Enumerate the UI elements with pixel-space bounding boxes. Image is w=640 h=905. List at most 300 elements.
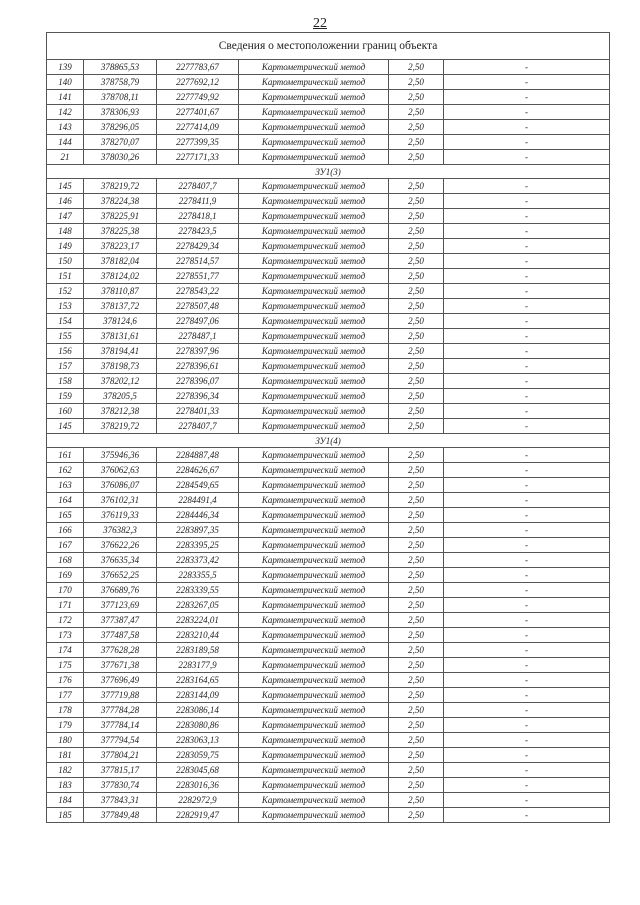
note-cell: - — [444, 284, 610, 299]
accuracy-cell: 2,50 — [389, 673, 444, 688]
accuracy-cell: 2,50 — [389, 463, 444, 478]
coordinate-y: 2277399,35 — [157, 135, 239, 150]
accuracy-cell: 2,50 — [389, 763, 444, 778]
table-row — [47, 478, 610, 493]
table-row — [47, 419, 610, 434]
note-cell: - — [444, 90, 610, 105]
accuracy-cell: 2,50 — [389, 314, 444, 329]
coordinate-y: 2283177,9 — [157, 658, 239, 673]
method-cell: Картометрический метод — [239, 718, 389, 733]
note-cell: - — [444, 269, 610, 284]
point-number: 141 — [47, 90, 84, 105]
note-cell: - — [444, 808, 610, 823]
coordinate-y: 2278396,61 — [157, 359, 239, 374]
table-row — [47, 389, 610, 404]
table-row — [47, 75, 610, 90]
point-number: 177 — [47, 688, 84, 703]
accuracy-cell: 2,50 — [389, 643, 444, 658]
table-row — [47, 658, 610, 673]
point-number: 145 — [47, 419, 84, 434]
point-number: 161 — [47, 448, 84, 463]
method-cell: Картометрический метод — [239, 419, 389, 434]
table-row — [47, 135, 610, 150]
accuracy-cell: 2,50 — [389, 658, 444, 673]
coordinate-y: 2277401,67 — [157, 105, 239, 120]
accuracy-cell: 2,50 — [389, 568, 444, 583]
method-cell: Картометрический метод — [239, 733, 389, 748]
note-cell: - — [444, 748, 610, 763]
coordinate-x: 378758,79 — [84, 75, 157, 90]
table-row — [47, 553, 610, 568]
note-cell: - — [444, 344, 610, 359]
coordinate-x: 376689,76 — [84, 583, 157, 598]
table-row — [47, 733, 610, 748]
coordinate-y: 2283373,42 — [157, 553, 239, 568]
method-cell: Картометрический метод — [239, 658, 389, 673]
method-cell: Картометрический метод — [239, 314, 389, 329]
point-number: 156 — [47, 344, 84, 359]
note-cell: - — [444, 643, 610, 658]
point-number: 166 — [47, 523, 84, 538]
note-cell: - — [444, 105, 610, 120]
table-row — [47, 763, 610, 778]
table-row — [47, 344, 610, 359]
coordinate-y: 2278429,34 — [157, 239, 239, 254]
coordinate-y: 2278507,48 — [157, 299, 239, 314]
note-cell: - — [444, 568, 610, 583]
method-cell: Картометрический метод — [239, 284, 389, 299]
coordinate-x: 377696,49 — [84, 673, 157, 688]
table-row — [47, 493, 610, 508]
point-number: 160 — [47, 404, 84, 419]
coordinate-x: 378137,72 — [84, 299, 157, 314]
point-number: 168 — [47, 553, 84, 568]
table-row — [47, 314, 610, 329]
method-cell: Картометрический метод — [239, 763, 389, 778]
table-row — [47, 209, 610, 224]
point-number: 158 — [47, 374, 84, 389]
method-cell: Картометрический метод — [239, 254, 389, 269]
accuracy-cell: 2,50 — [389, 808, 444, 823]
note-cell: - — [444, 299, 610, 314]
coordinate-x: 377794,54 — [84, 733, 157, 748]
method-cell: Картометрический метод — [239, 613, 389, 628]
accuracy-cell: 2,50 — [389, 538, 444, 553]
accuracy-cell: 2,50 — [389, 703, 444, 718]
coordinate-x: 377671,38 — [84, 658, 157, 673]
coordinate-y: 2278418,1 — [157, 209, 239, 224]
accuracy-cell: 2,50 — [389, 60, 444, 75]
accuracy-cell: 2,50 — [389, 688, 444, 703]
note-cell: - — [444, 448, 610, 463]
coordinate-x: 378865,53 — [84, 60, 157, 75]
note-cell: - — [444, 493, 610, 508]
coordinate-y: 2283045,68 — [157, 763, 239, 778]
point-number: 149 — [47, 239, 84, 254]
accuracy-cell: 2,50 — [389, 224, 444, 239]
note-cell: - — [444, 553, 610, 568]
accuracy-cell: 2,50 — [389, 583, 444, 598]
coordinate-x: 377804,21 — [84, 748, 157, 763]
table-row — [47, 90, 610, 105]
coordinate-y: 2283059,75 — [157, 748, 239, 763]
table-row — [47, 254, 610, 269]
method-cell: Картометрический метод — [239, 673, 389, 688]
method-cell: Картометрический метод — [239, 329, 389, 344]
note-cell: - — [444, 583, 610, 598]
coordinate-x: 377387,47 — [84, 613, 157, 628]
method-cell: Картометрический метод — [239, 508, 389, 523]
point-number: 147 — [47, 209, 84, 224]
point-number: 21 — [47, 150, 84, 165]
coordinate-x: 377830,74 — [84, 778, 157, 793]
table-row — [47, 523, 610, 538]
method-cell: Картометрический метод — [239, 344, 389, 359]
coordinate-x: 378124,02 — [84, 269, 157, 284]
coordinate-y: 2284549,65 — [157, 478, 239, 493]
coordinate-x: 377628,28 — [84, 643, 157, 658]
accuracy-cell: 2,50 — [389, 478, 444, 493]
point-number: 175 — [47, 658, 84, 673]
coordinate-x: 378223,17 — [84, 239, 157, 254]
coordinate-y: 2278396,07 — [157, 374, 239, 389]
point-number: 140 — [47, 75, 84, 90]
table-title-row — [47, 33, 610, 60]
table-title: Сведения о местоположении границ объекта — [47, 33, 610, 60]
coordinate-y: 2278397,96 — [157, 344, 239, 359]
point-number: 155 — [47, 329, 84, 344]
method-cell: Картометрический метод — [239, 598, 389, 613]
table-row — [47, 374, 610, 389]
coordinate-y: 2278487,1 — [157, 329, 239, 344]
accuracy-cell: 2,50 — [389, 404, 444, 419]
coordinate-y: 2283355,5 — [157, 568, 239, 583]
point-number: 179 — [47, 718, 84, 733]
table-row — [47, 239, 610, 254]
method-cell: Картометрический метод — [239, 60, 389, 75]
note-cell: - — [444, 613, 610, 628]
accuracy-cell: 2,50 — [389, 733, 444, 748]
table-row — [47, 284, 610, 299]
point-number: 162 — [47, 463, 84, 478]
point-number: 145 — [47, 179, 84, 194]
method-cell: Картометрический метод — [239, 643, 389, 658]
method-cell: Картометрический метод — [239, 808, 389, 823]
note-cell: - — [444, 359, 610, 374]
point-number: 184 — [47, 793, 84, 808]
coordinate-y: 2283080,86 — [157, 718, 239, 733]
note-cell: - — [444, 314, 610, 329]
coordinate-x: 378194,41 — [84, 344, 157, 359]
accuracy-cell: 2,50 — [389, 374, 444, 389]
point-number: 163 — [47, 478, 84, 493]
accuracy-cell: 2,50 — [389, 718, 444, 733]
point-number: 185 — [47, 808, 84, 823]
coordinate-y: 2283063,13 — [157, 733, 239, 748]
accuracy-cell: 2,50 — [389, 448, 444, 463]
note-cell: - — [444, 239, 610, 254]
accuracy-cell: 2,50 — [389, 299, 444, 314]
coordinate-y: 2278497,06 — [157, 314, 239, 329]
coordinate-y: 2283164,65 — [157, 673, 239, 688]
accuracy-cell: 2,50 — [389, 329, 444, 344]
coordinate-x: 378224,38 — [84, 194, 157, 209]
accuracy-cell: 2,50 — [389, 75, 444, 90]
point-number: 174 — [47, 643, 84, 658]
coordinate-y: 2284446,34 — [157, 508, 239, 523]
coordinate-y: 2283395,25 — [157, 538, 239, 553]
coordinate-x: 378124,6 — [84, 314, 157, 329]
point-number: 146 — [47, 194, 84, 209]
table-row — [47, 748, 610, 763]
table-row — [47, 688, 610, 703]
method-cell: Картометрический метод — [239, 209, 389, 224]
note-cell: - — [444, 75, 610, 90]
method-cell: Картометрический метод — [239, 478, 389, 493]
coordinate-y: 2283144,09 — [157, 688, 239, 703]
note-cell: - — [444, 733, 610, 748]
coordinate-y: 2283224,01 — [157, 613, 239, 628]
coordinate-y: 2278411,9 — [157, 194, 239, 209]
coordinate-y: 2282972,9 — [157, 793, 239, 808]
point-number: 172 — [47, 613, 84, 628]
table-row — [47, 463, 610, 478]
method-cell: Картометрический метод — [239, 179, 389, 194]
point-number: 170 — [47, 583, 84, 598]
coordinate-x: 378212,38 — [84, 404, 157, 419]
coordinate-y: 2278543,22 — [157, 284, 239, 299]
method-cell: Картометрический метод — [239, 404, 389, 419]
note-cell: - — [444, 60, 610, 75]
accuracy-cell: 2,50 — [389, 419, 444, 434]
accuracy-cell: 2,50 — [389, 748, 444, 763]
accuracy-cell: 2,50 — [389, 150, 444, 165]
method-cell: Картометрический метод — [239, 583, 389, 598]
table-row — [47, 329, 610, 344]
coordinate-x: 377123,69 — [84, 598, 157, 613]
point-number: 176 — [47, 673, 84, 688]
coordinate-y: 2284887,48 — [157, 448, 239, 463]
table-row — [47, 613, 610, 628]
note-cell: - — [444, 404, 610, 419]
point-number: 173 — [47, 628, 84, 643]
table-row — [47, 224, 610, 239]
point-number: 139 — [47, 60, 84, 75]
coordinate-x: 377784,28 — [84, 703, 157, 718]
coordinate-y: 2283339,55 — [157, 583, 239, 598]
note-cell: - — [444, 389, 610, 404]
coordinate-y: 2278423,5 — [157, 224, 239, 239]
coordinate-x: 378030,26 — [84, 150, 157, 165]
accuracy-cell: 2,50 — [389, 105, 444, 120]
note-cell: - — [444, 224, 610, 239]
method-cell: Картометрический метод — [239, 120, 389, 135]
coordinate-y: 2283016,36 — [157, 778, 239, 793]
boundary-table — [46, 32, 610, 823]
coordinate-x: 378110,87 — [84, 284, 157, 299]
coordinate-x: 376635,34 — [84, 553, 157, 568]
coordinate-x: 378225,91 — [84, 209, 157, 224]
point-number: 143 — [47, 120, 84, 135]
note-cell: - — [444, 374, 610, 389]
point-number: 169 — [47, 568, 84, 583]
accuracy-cell: 2,50 — [389, 493, 444, 508]
point-number: 171 — [47, 598, 84, 613]
note-cell: - — [444, 688, 610, 703]
note-cell: - — [444, 135, 610, 150]
coordinate-x: 378131,61 — [84, 329, 157, 344]
method-cell: Картометрический метод — [239, 748, 389, 763]
coordinate-x: 377815,17 — [84, 763, 157, 778]
point-number: 180 — [47, 733, 84, 748]
accuracy-cell: 2,50 — [389, 90, 444, 105]
method-cell: Картометрический метод — [239, 194, 389, 209]
method-cell: Картометрический метод — [239, 359, 389, 374]
table-row — [47, 568, 610, 583]
coordinate-y: 2278407,7 — [157, 419, 239, 434]
accuracy-cell: 2,50 — [389, 209, 444, 224]
coordinate-x: 378296,05 — [84, 120, 157, 135]
note-cell: - — [444, 778, 610, 793]
coordinate-y: 2283210,44 — [157, 628, 239, 643]
coordinate-x: 376382,3 — [84, 523, 157, 538]
note-cell: - — [444, 150, 610, 165]
point-number: 159 — [47, 389, 84, 404]
method-cell: Картометрический метод — [239, 448, 389, 463]
point-number: 144 — [47, 135, 84, 150]
coordinate-y: 2278407,7 — [157, 179, 239, 194]
method-cell: Картометрический метод — [239, 538, 389, 553]
table-row — [47, 538, 610, 553]
point-number: 142 — [47, 105, 84, 120]
note-cell: - — [444, 793, 610, 808]
note-cell: - — [444, 508, 610, 523]
table-row — [47, 194, 610, 209]
coordinate-x: 376086,07 — [84, 478, 157, 493]
table-row — [47, 628, 610, 643]
table-row — [47, 643, 610, 658]
coordinate-x: 377849,48 — [84, 808, 157, 823]
coordinate-x: 376062,63 — [84, 463, 157, 478]
section-label: ЗУ1(3) — [47, 165, 610, 179]
table-row — [47, 598, 610, 613]
method-cell: Картометрический метод — [239, 568, 389, 583]
method-cell: Картометрический метод — [239, 374, 389, 389]
point-number: 167 — [47, 538, 84, 553]
coordinate-y: 2278514,57 — [157, 254, 239, 269]
accuracy-cell: 2,50 — [389, 553, 444, 568]
accuracy-cell: 2,50 — [389, 135, 444, 150]
note-cell: - — [444, 179, 610, 194]
point-number: 153 — [47, 299, 84, 314]
note-cell: - — [444, 703, 610, 718]
accuracy-cell: 2,50 — [389, 778, 444, 793]
coordinate-y: 2278551,77 — [157, 269, 239, 284]
table-row — [47, 508, 610, 523]
method-cell: Картометрический метод — [239, 224, 389, 239]
accuracy-cell: 2,50 — [389, 598, 444, 613]
coordinate-x: 377784,14 — [84, 718, 157, 733]
accuracy-cell: 2,50 — [389, 194, 444, 209]
coordinate-x: 376102,31 — [84, 493, 157, 508]
method-cell: Картометрический метод — [239, 523, 389, 538]
accuracy-cell: 2,50 — [389, 120, 444, 135]
coordinate-x: 378198,73 — [84, 359, 157, 374]
accuracy-cell: 2,50 — [389, 508, 444, 523]
table-row — [47, 808, 610, 823]
note-cell: - — [444, 523, 610, 538]
method-cell: Картометрический метод — [239, 493, 389, 508]
coordinate-y: 2277749,92 — [157, 90, 239, 105]
point-number: 183 — [47, 778, 84, 793]
coordinate-x: 378219,72 — [84, 179, 157, 194]
table-row — [47, 269, 610, 284]
method-cell: Картометрический метод — [239, 239, 389, 254]
accuracy-cell: 2,50 — [389, 239, 444, 254]
coordinate-x: 377719,88 — [84, 688, 157, 703]
coordinate-y: 2277692,12 — [157, 75, 239, 90]
method-cell: Картометрический метод — [239, 269, 389, 284]
coordinate-x: 376652,25 — [84, 568, 157, 583]
table-row — [47, 448, 610, 463]
method-cell: Картометрический метод — [239, 299, 389, 314]
table-row — [47, 703, 610, 718]
coordinate-y: 2284626,67 — [157, 463, 239, 478]
method-cell: Картометрический метод — [239, 389, 389, 404]
coordinate-y: 2277783,67 — [157, 60, 239, 75]
note-cell: - — [444, 718, 610, 733]
accuracy-cell: 2,50 — [389, 613, 444, 628]
method-cell: Картометрический метод — [239, 150, 389, 165]
coordinate-x: 378202,12 — [84, 374, 157, 389]
note-cell: - — [444, 209, 610, 224]
coordinate-x: 378708,11 — [84, 90, 157, 105]
coordinate-x: 377843,31 — [84, 793, 157, 808]
accuracy-cell: 2,50 — [389, 284, 444, 299]
coordinate-x: 378306,93 — [84, 105, 157, 120]
table-row — [47, 778, 610, 793]
coordinate-x: 377487,58 — [84, 628, 157, 643]
coordinate-x: 378225,38 — [84, 224, 157, 239]
table-row — [47, 404, 610, 419]
coordinate-x: 376119,33 — [84, 508, 157, 523]
accuracy-cell: 2,50 — [389, 179, 444, 194]
point-number: 182 — [47, 763, 84, 778]
coordinate-y: 2278401,33 — [157, 404, 239, 419]
method-cell: Картометрический метод — [239, 90, 389, 105]
coordinate-y: 2283086,14 — [157, 703, 239, 718]
method-cell: Картометрический метод — [239, 793, 389, 808]
table-row — [47, 60, 610, 75]
note-cell: - — [444, 538, 610, 553]
coordinate-y: 2277171,33 — [157, 150, 239, 165]
point-number: 178 — [47, 703, 84, 718]
method-cell: Картометрический метод — [239, 135, 389, 150]
note-cell: - — [444, 763, 610, 778]
method-cell: Картометрический метод — [239, 628, 389, 643]
accuracy-cell: 2,50 — [389, 523, 444, 538]
table-row — [47, 793, 610, 808]
method-cell: Картометрический метод — [239, 688, 389, 703]
point-number: 152 — [47, 284, 84, 299]
coordinate-y: 2278396,34 — [157, 389, 239, 404]
coordinate-y: 2283897,35 — [157, 523, 239, 538]
coordinate-x: 376622,26 — [84, 538, 157, 553]
method-cell: Картометрический метод — [239, 553, 389, 568]
accuracy-cell: 2,50 — [389, 628, 444, 643]
coordinate-x: 378205,5 — [84, 389, 157, 404]
page-number: 22 — [313, 16, 327, 31]
